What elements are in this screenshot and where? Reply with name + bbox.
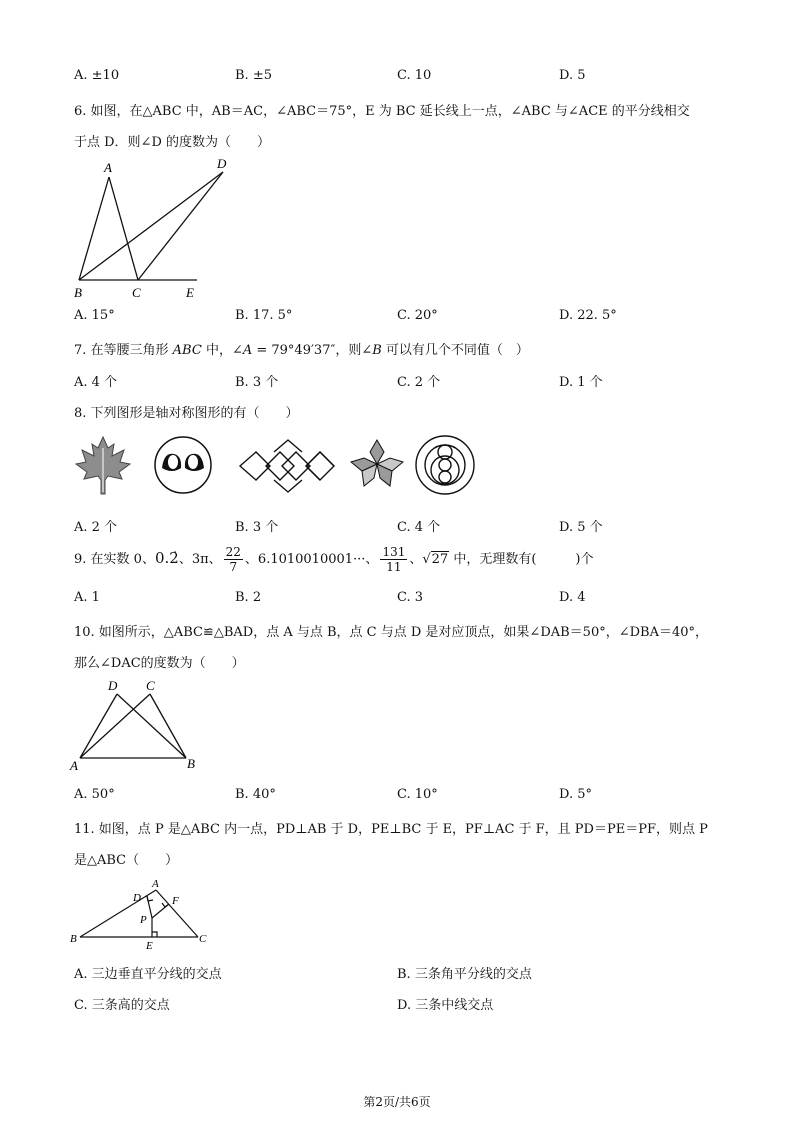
q8-option-a: A. 2 个 (74, 520, 118, 535)
q9-stem: 9. 在实数 0、0.2̇、3π、 $\frac{22}{7}$ 、6.1010010001···、 $\frac{131}{11}$ 、√27 中，无理数有( )个 (74, 545, 594, 574)
q7-stem: 7. 在等腰三角形 ABC 中，∠A = 79°49′37″，则∠B 可以有几个不同值（ ） (74, 343, 529, 358)
q10-option-d: D. 5° (559, 787, 592, 802)
q6-option-d: D. 22. 5° (559, 308, 617, 323)
q11-label-p: P (140, 914, 147, 926)
q11-label-f: F (172, 895, 179, 907)
q11-label-a: A (152, 878, 159, 890)
q10-label-d: D (108, 678, 118, 693)
q6-option-a: A. 15° (74, 308, 115, 323)
q11-label-c: C (199, 933, 207, 945)
q5-option-a: A. ±10 (74, 68, 120, 83)
q5-option-b: B. ±5 (235, 68, 272, 83)
q6-option-b: B. 17. 5° (235, 308, 293, 323)
q10-label-a: A (70, 758, 78, 772)
q11-stem-line1: 11. 如图，点 P 是△ABC 内一点，PD⊥AB 于 D，PE⊥BC 于 E，PF⊥AC 于 F，且 PD＝PE＝PF，则点 P (74, 822, 708, 837)
q6-stem-line1: 6. 如图，在△ABC 中，AB＝AC，∠ABC＝75°，E 为 BC 延长线上一点，∠ABC 与∠ACE 的平分线相交 (74, 104, 690, 119)
star-flower-figure (346, 434, 408, 496)
q10-stem-line1: 10. 如图所示，△ABC≌△BAD，点 A 与点 B，点 C 与点 D 是对应顶点，如果∠DAB＝50°，∠DBA＝40°， (74, 625, 709, 640)
q10-label-c: C (146, 678, 155, 693)
nested-circles-figure (414, 434, 476, 496)
q9-option-a: A. 1 (74, 590, 100, 605)
q6-label-c: C (132, 285, 141, 300)
q6-option-c: C. 20° (397, 308, 438, 323)
q7-option-c: C. 2 个 (397, 375, 441, 390)
q11-option-a: A. 三边垂直平分线的交点 (74, 967, 222, 982)
q10-figure (66, 676, 206, 772)
q6-label-e: E (186, 285, 194, 300)
q10-label-b: B (187, 756, 195, 771)
q9-option-c: C. 3 (397, 590, 424, 605)
q5-option-c: C. 10 (397, 68, 432, 83)
q6-label-d: D (217, 156, 227, 171)
q11-option-c: C. 三条高的交点 (74, 998, 170, 1013)
q11-option-d: D. 三条中线交点 (397, 998, 494, 1013)
q6-stem-line2: 于点 D．则∠D 的度数为（ ） (74, 135, 271, 150)
q8-option-b: B. 3 个 (235, 520, 279, 535)
fraction-131-11: $\frac{131}{11}$ (382, 545, 406, 574)
q8-stem: 8. 下列图形是轴对称图形的有（ ） (74, 406, 299, 421)
q11-figure (66, 874, 216, 952)
q5-option-d: D. 5 (559, 68, 586, 83)
page-footer: 第2页/共6页 (363, 1095, 431, 1109)
q7-option-a: A. 4 个 (74, 375, 118, 390)
q10-option-b: B. 40° (235, 787, 276, 802)
q11-label-e: E (146, 940, 153, 952)
q11-label-b: B (70, 933, 77, 945)
q10-option-c: C. 10° (397, 787, 438, 802)
knot-pattern-figure (236, 438, 340, 494)
q6-label-a: A (104, 160, 112, 175)
q10-option-a: A. 50° (74, 787, 115, 802)
q10-stem-line2: 那么∠DAC的度数为（ ） (74, 656, 245, 671)
q11-option-b: B. 三条角平分线的交点 (397, 967, 532, 982)
q9-option-b: B. 2 (235, 590, 262, 605)
q7-option-b: B. 3 个 (235, 375, 279, 390)
q11-stem-line2: 是△ABC（ ） (74, 853, 179, 868)
maple-leaf-figure (72, 434, 134, 496)
fraction-22-7: $\frac{22}{7}$ (225, 545, 241, 574)
q11-label-d: D (133, 892, 141, 904)
q8-option-c: C. 4 个 (397, 520, 441, 535)
q6-figure (66, 152, 236, 302)
q9-option-d: D. 4 (559, 590, 586, 605)
q6-label-b: B (74, 285, 82, 300)
owl-face-figure (152, 434, 214, 496)
q8-option-d: D. 5 个 (559, 520, 603, 535)
q7-option-d: D. 1 个 (559, 375, 603, 390)
